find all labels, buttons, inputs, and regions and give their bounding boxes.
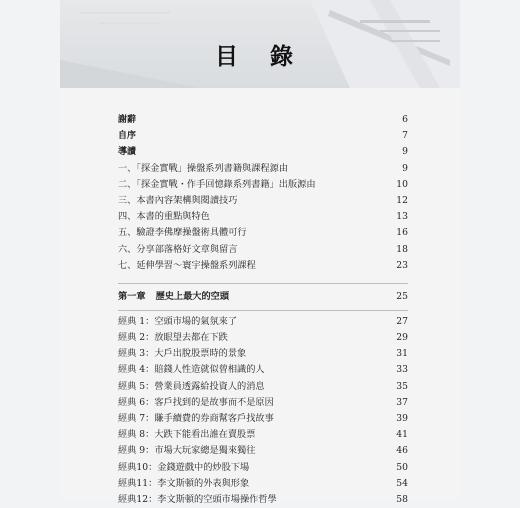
divider xyxy=(118,283,408,284)
toc-entry-label: 經典 3：大戶出脫股票時的景象 xyxy=(118,348,247,360)
toc-entry-label: 經典 4：賠錢人性造就似曾相識的人 xyxy=(118,364,265,376)
toc-entry[interactable] xyxy=(118,443,408,459)
chapter-entries-list xyxy=(118,314,408,508)
toc-entry-label: 二、「探金實戰・作手回憶錄系列書籍」出版源由 xyxy=(118,178,316,190)
toc-entry-page-number: 39 xyxy=(396,413,408,424)
toc-entry-label: 經典 6：客戶找到的是故事而不是原因 xyxy=(118,396,274,408)
toc-entry-page-number: 12 xyxy=(396,194,408,206)
toc-entry[interactable] xyxy=(118,411,408,427)
toc-entry-label: 經典 8：大跌下能看出誰在賣股票 xyxy=(118,429,256,441)
toc-entry-label: 七、延伸學習～寰宇操盤系列課程 xyxy=(118,259,256,271)
toc-entry-page-number: 9 xyxy=(402,162,408,174)
toc-entry[interactable] xyxy=(118,346,408,362)
table-of-contents xyxy=(118,112,408,508)
chapter-title: 歷史上最大的空頭 xyxy=(155,290,230,302)
toc-entry[interactable] xyxy=(118,476,408,492)
book-page xyxy=(60,0,460,505)
toc-entry-label: 六、分享部落格好文章與留言 xyxy=(118,243,238,255)
toc-entry-page-number: 27 xyxy=(396,315,408,327)
toc-entry-page-number: 6 xyxy=(402,114,408,125)
chapter-heading[interactable] xyxy=(118,287,408,307)
toc-entry-label: 經典 7：賺手續費的券商幫客戶找故事 xyxy=(118,413,274,424)
toc-entry-page-number: 16 xyxy=(396,227,408,239)
toc-entry-page-number: 46 xyxy=(396,445,408,457)
front-matter-list xyxy=(118,112,408,274)
toc-entry-label: 經典 9：市場大玩家總是獨來獨往 xyxy=(118,445,256,457)
toc-entry-page-number: 29 xyxy=(396,332,408,344)
toc-entry-label: 五、驗證李佛摩操盤術具體可行 xyxy=(118,227,247,239)
toc-entry-page-number: 10 xyxy=(396,178,408,190)
toc-entry-page-number: 37 xyxy=(396,396,408,408)
toc-entry-page-number: 13 xyxy=(396,211,408,223)
toc-entry[interactable] xyxy=(118,395,408,411)
toc-entry-label: 四、本書的重點與特色 xyxy=(118,211,210,223)
toc-entry-page-number: 23 xyxy=(396,259,408,271)
toc-entry-label: 導讀 xyxy=(118,147,137,158)
toc-entry-page-number: 9 xyxy=(402,146,408,158)
toc-entry-page-number: 18 xyxy=(396,243,408,255)
toc-entry[interactable] xyxy=(118,144,408,160)
toc-entry-page-number: 7 xyxy=(402,130,408,142)
toc-entry[interactable] xyxy=(118,379,408,395)
toc-entry-label: 三、本書內容架構與閱讀技巧 xyxy=(118,194,238,206)
toc-entry-page-number: 58 xyxy=(396,493,408,505)
toc-entry-label: 自序 xyxy=(118,131,137,142)
toc-entry[interactable] xyxy=(118,128,408,144)
toc-entry-page-number: 41 xyxy=(396,429,408,441)
toc-entry[interactable] xyxy=(118,177,408,193)
toc-entry[interactable] xyxy=(118,258,408,274)
toc-entry-label: 經典 1：空頭市場的氣氛來了 xyxy=(118,315,238,327)
toc-entry[interactable] xyxy=(118,362,408,378)
toc-entry-page-number: 31 xyxy=(396,348,408,360)
header-band xyxy=(60,0,460,88)
divider xyxy=(118,310,408,311)
toc-entry-label: 謝辭 xyxy=(118,115,137,125)
toc-entry-label: 經典10：金錢遊戲中的炒股下場 xyxy=(118,461,250,473)
toc-entry[interactable] xyxy=(118,427,408,443)
toc-entry[interactable] xyxy=(118,242,408,258)
toc-entry[interactable] xyxy=(118,112,408,128)
toc-entry-page-number: 33 xyxy=(396,364,408,376)
chapter-page-number: 25 xyxy=(396,290,408,302)
toc-entry-label: 一、「探金實戰」操盤系列書籍與課程源由 xyxy=(118,162,288,174)
toc-entry-page-number: 35 xyxy=(396,380,408,392)
toc-entry[interactable] xyxy=(118,330,408,346)
toc-entry[interactable] xyxy=(118,209,408,225)
toc-entry-label: 經典11：李文斯頓的外表與形象 xyxy=(118,477,250,489)
chapter-number: 第一章 xyxy=(118,290,146,302)
toc-entry[interactable] xyxy=(118,225,408,241)
toc-entry[interactable] xyxy=(118,460,408,476)
toc-entry-label: 經典 2：放眼望去都在下跌 xyxy=(118,332,228,344)
toc-entry-page-number: 54 xyxy=(396,477,408,489)
toc-entry-label: 經典12：李文斯頓的空頭市場操作哲學 xyxy=(118,493,277,505)
toc-entry[interactable] xyxy=(118,193,408,209)
toc-entry[interactable] xyxy=(118,314,408,330)
toc-entry-label: 經典 5：營業員透露給投資人的消息 xyxy=(118,380,265,392)
toc-entry-page-number: 50 xyxy=(396,461,408,473)
page-title: 目 錄 xyxy=(214,44,305,70)
toc-entry[interactable] xyxy=(118,161,408,177)
